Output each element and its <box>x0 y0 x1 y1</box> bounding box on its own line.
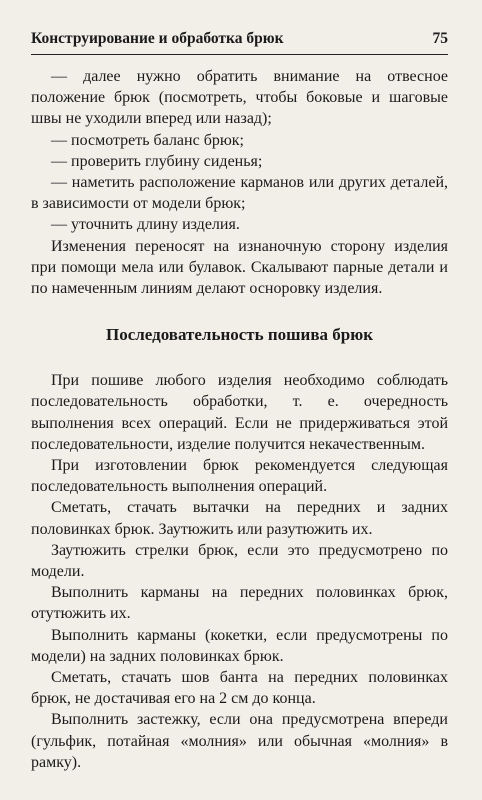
paragraph: Сметать, стачать вытачки на передних и задних половинках брюк. Заутюжить или разутюжить их. <box>31 499 448 538</box>
paragraph: При изготовлении брюк рекомендуется следующая последовательность выполнения операций. <box>31 457 448 496</box>
paragraph: Заутюжить стрелки брюк, если это предусмотрено по модели. <box>31 541 448 581</box>
paragraph: Сметать, стачать шов банта на передних половинках брюк, не достачивая его на 2 см до конца. <box>31 669 448 708</box>
header-rule <box>31 54 448 55</box>
paragraph: — посмотреть баланс брюк; <box>51 131 244 149</box>
paragraph: Изменения переносят на изнаночную сторону изделия при помощи мела или булавок. Скалывают парные детали и по намеченным линиям делают осноровку изделия. <box>31 237 448 298</box>
body-text <box>31 66 448 773</box>
running-header <box>31 30 448 48</box>
section-heading: Последовательность пошива брюк <box>105 325 373 345</box>
paragraph: Выполнить застежку, если она предусмотрена впереди (гульфик, потайная «молния» или обычная «молния» в рамку). <box>31 711 448 771</box>
paragraph: Выполнить карманы (кокетки, если предусмотрены по модели) на задних половинках брюк. <box>31 626 448 665</box>
page-number: 75 <box>432 30 448 47</box>
paragraph: — наметить расположение карманов или других деталей, в зависимости от модели брюк; <box>31 174 448 213</box>
paragraph: — проверить глубину сиденья; <box>51 152 263 170</box>
paragraph: — уточнить длину изделия. <box>51 216 240 234</box>
paragraph: — далее нужно обратить внимание на отвесное положение брюк (посмотреть, чтобы боковые и шаговые швы не уходили вперед или назад); <box>31 68 448 128</box>
paragraph: Выполнить карманы на передних половинках брюк, отутюжить их. <box>31 584 448 623</box>
chapter-title: Конструирование и обработка брюк <box>31 30 284 47</box>
paragraph: При пошиве любого изделия необходимо соблюдать последовательность обработки, т. е. очередность выполнения всех операций. Если не придерживаться этой последовательности, изделие получится некачественным. <box>31 372 448 453</box>
